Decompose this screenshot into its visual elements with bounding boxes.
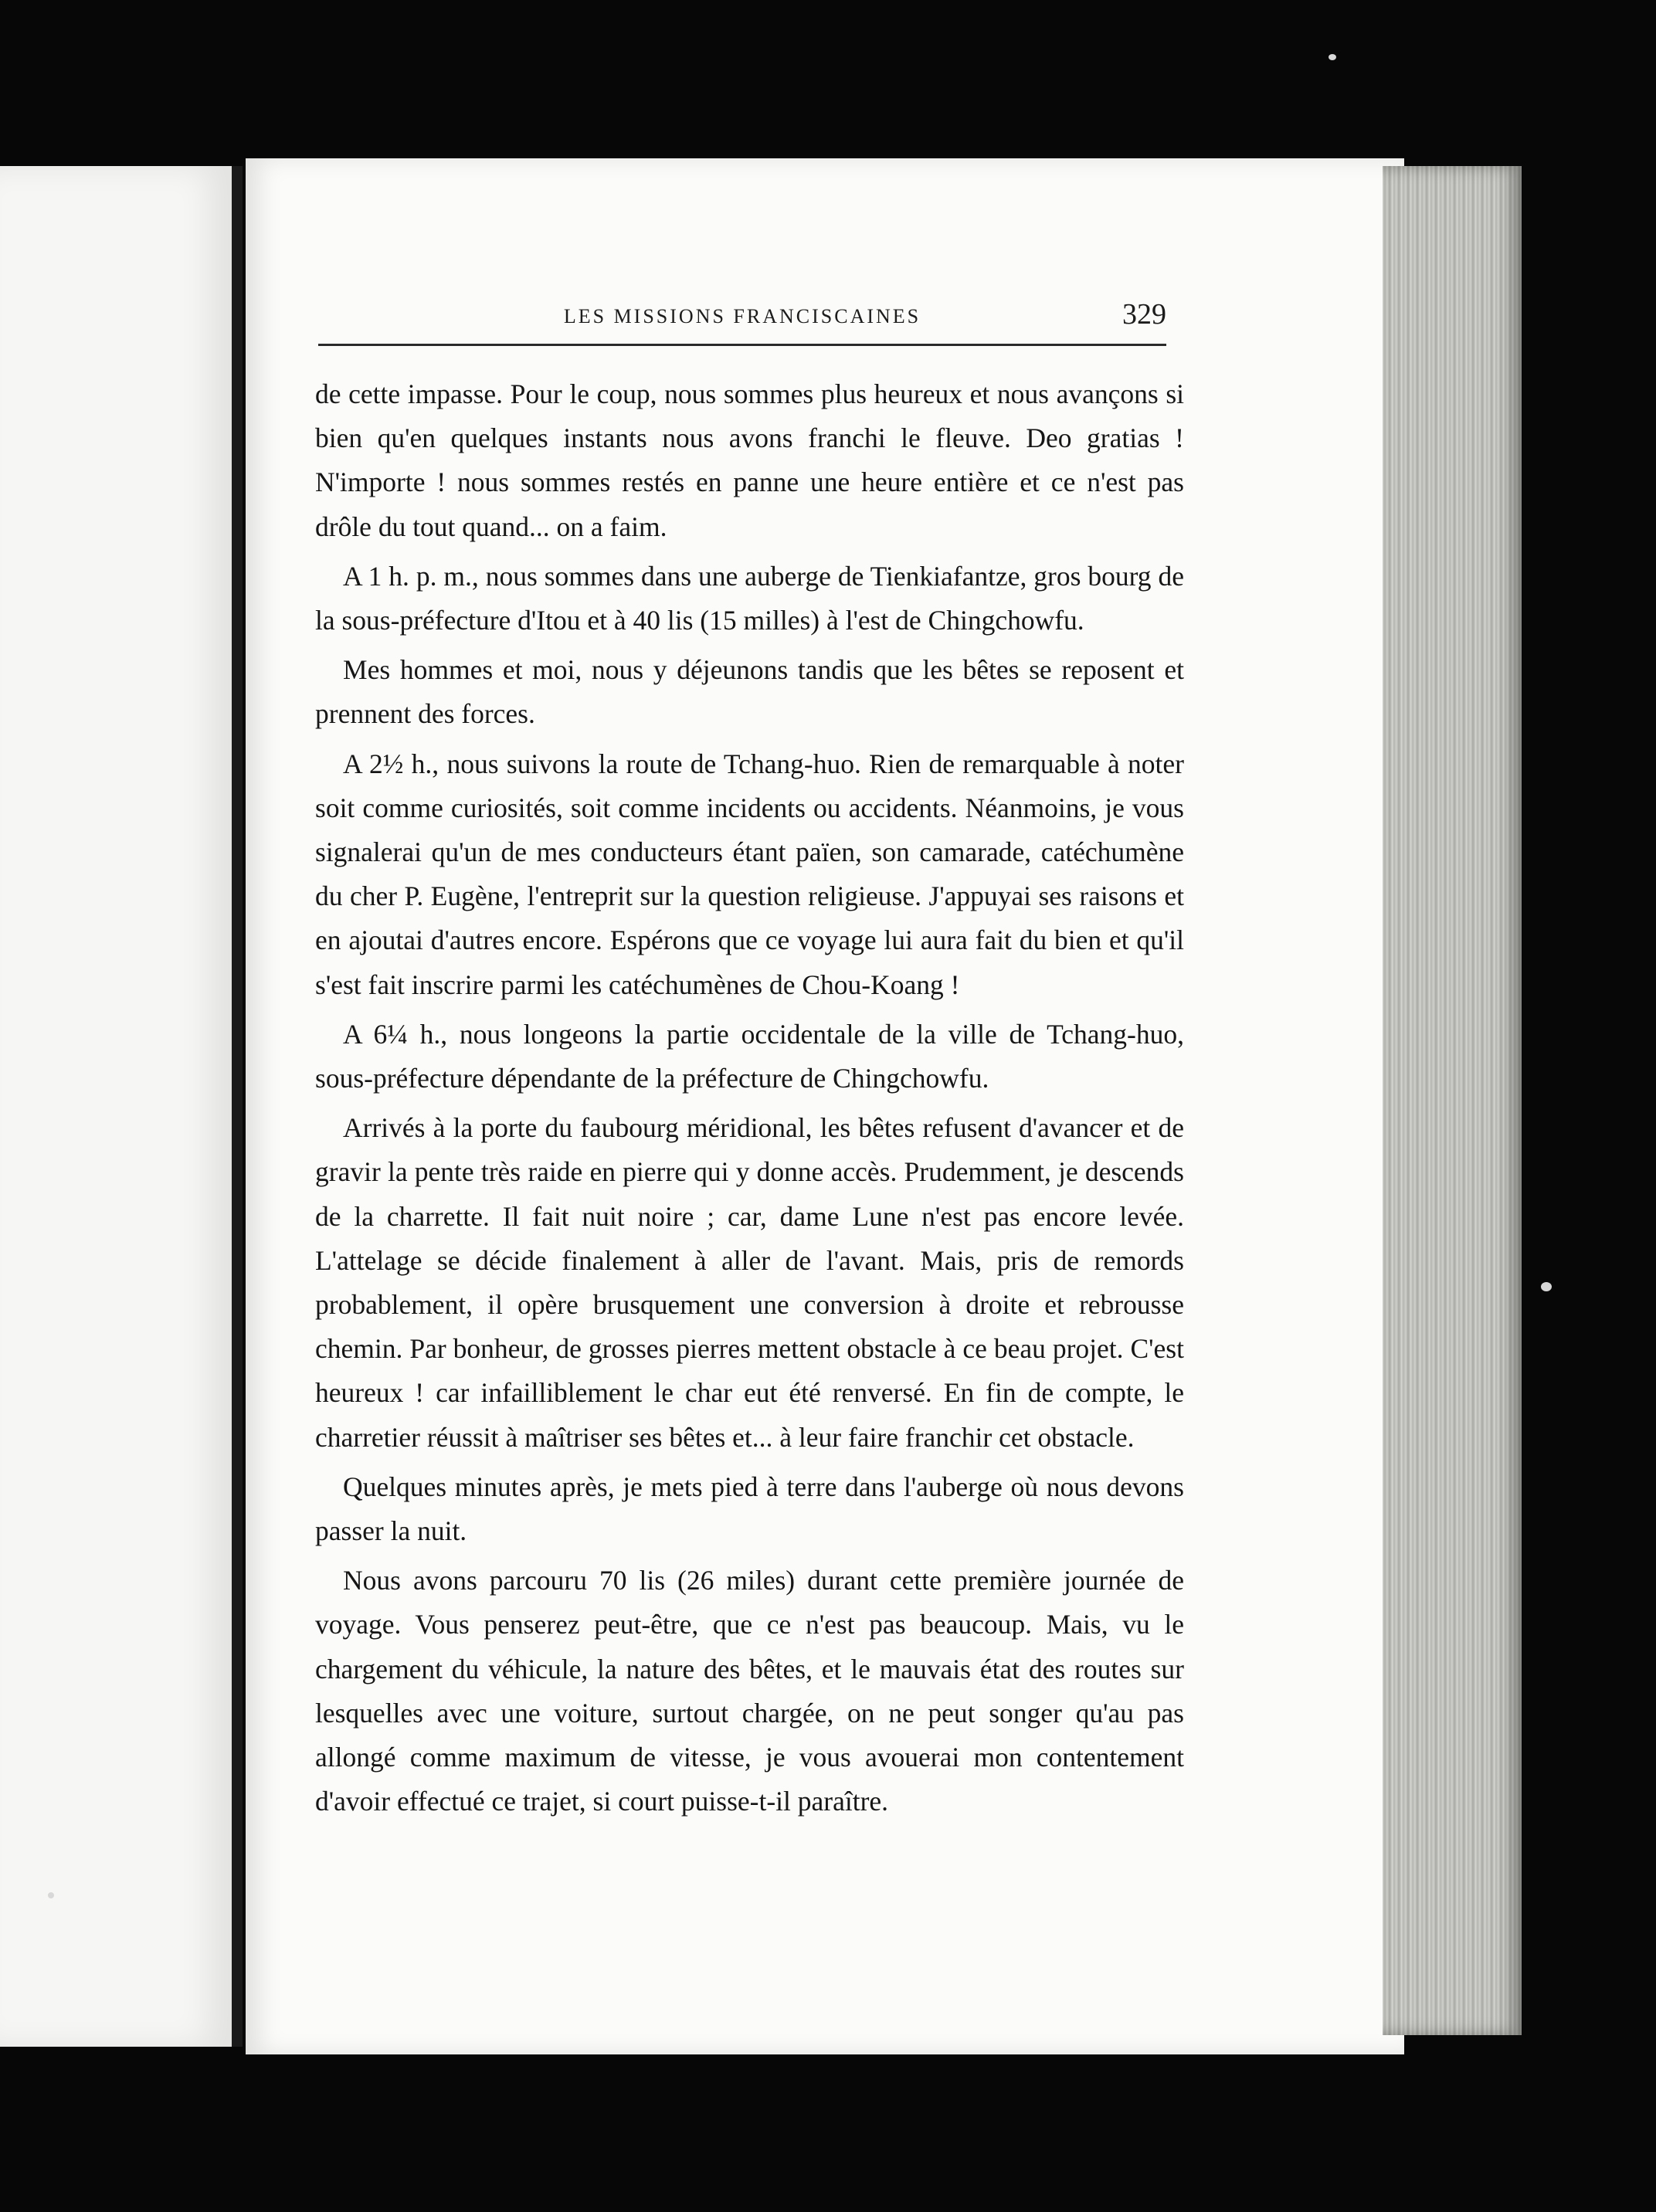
paragraph: A 2½ h., nous suivons la route de Tchang-huo. Rien de remarquable à noter soit comme curiosités, soit comme incidents ou accidents. Néanmoins, je vous signalerai qu'un de mes conducteurs étant païen, son camarade, catéchumène du cher P. Eugène, l'entreprit sur la question religieuse. J'appuyai ses raisons et en ajoutai d'autres encore. Espérons que ce voyage lui aura fait du bien et qu'il s'est fait inscrire parmi les catéchumènes de Chou-Koang ! <box>315 748 1184 1000</box>
running-head <box>318 297 1166 346</box>
paragraph: Nous avons parcouru 70 lis (26 miles) durant cette première journée de voyage. Vous penserez peut-être, que ce n'est pas beaucoup. Mais, vu le chargement du véhicule, la nature des bêtes, et le mauvais état des routes sur lesquelles avec une voiture, surtout chargée, on ne peut songer qu'au pas allongé comme maximum de vitesse, je vous avouerai mon contentement d'avoir effectué ce trajet, si court puisse-t-il paraître. <box>315 1565 1184 1817</box>
facing-left-page <box>0 166 243 2047</box>
film-speck <box>1329 54 1336 60</box>
paragraph: A 6¼ h., nous longeons la partie occidentale de la ville de Tchang-huo, sous-préfecture dépendante de la préfecture de Chingchowfu. <box>315 1018 1184 1094</box>
film-speck <box>1541 1282 1552 1291</box>
page-number: 329 <box>1122 298 1166 331</box>
paragraph: Arrivés à la porte du faubourg méridional, les bêtes refusent d'avancer et de gravir la pente très raide en pierre qui y donne accès. Prudemment, je descends de la charrette. Il fait nuit noire ; car, dame Lune n'est pas encore levée. L'attelage se décide finalement à aller de l'avant. Mais, pris de remords probablement, il opère brusquement une conversion à droite et rebrousse chemin. Par bonheur, de grosses pierres mettent obstacle à ce beau projet. C'est heureux ! car infailliblement le char eut été renversé. En fin de compte, le charretier réussit à maîtriser ses bêtes et... à leur faire franchir cet obstacle. <box>315 1112 1184 1453</box>
paragraph: A 1 h. p. m., nous sommes dans une auberge de Tienkiafantze, gros bourg de la sous-préfecture d'Itou et à 40 lis (15 milles) à l'est de Chingchowfu. <box>315 560 1184 636</box>
paragraph: Quelques minutes après, je mets pied à terre dans l'auberge où nous devons passer la nuit. <box>315 1471 1184 1547</box>
body-text <box>315 372 1184 1830</box>
paragraph: Mes hommes et moi, nous y déjeunons tandis que les bêtes se reposent et prennent des forces. <box>315 654 1184 730</box>
page-block-edges <box>1383 166 1522 2035</box>
paragraph: de cette impasse. Pour le coup, nous sommes plus heureux et nous avançons si bien qu'en quelques instants nous avons franchi le fleuve. Deo gratias ! N'importe ! nous sommes restés en panne une heure entière et ce n'est pas drôle du tout quand... on a faim. <box>315 378 1184 542</box>
running-title: LES MISSIONS FRANCISCAINES <box>563 305 921 327</box>
film-speck <box>48 1892 54 1898</box>
